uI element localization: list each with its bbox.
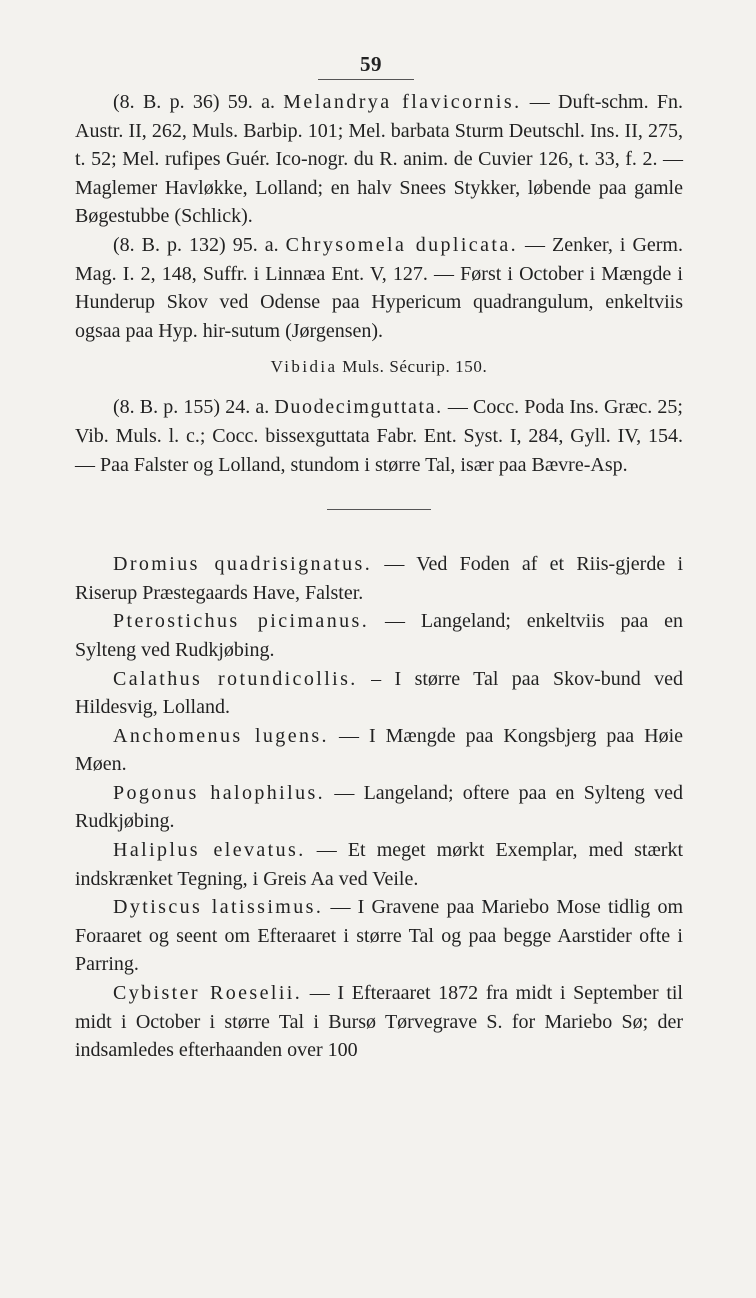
entry-haliplus xyxy=(75,836,683,893)
entry-cybister xyxy=(75,979,683,1065)
entry-anchomenus xyxy=(75,722,683,779)
entry-text: — Et meget mørkt Exemplar, med stærkt indskrænket Tegning, i Greis Aa ved Veile. xyxy=(75,839,684,890)
entry-text: – I større Tal paa Skov-bund ved Hildesvig, Lolland. xyxy=(75,667,684,719)
species-name: Duodecimguttata. xyxy=(274,396,443,419)
page-body xyxy=(75,88,683,1065)
entry-text: — I Gravene paa Mariebo Mose tidlig om Foraaret og seent om Efteraaret i større Tal og paa begge Aarstider ofte i Parring. xyxy=(75,896,684,976)
entry-pogonus xyxy=(75,779,683,836)
species-name: Anchomenus lugens. xyxy=(113,724,329,747)
entry-duodecimguttata xyxy=(75,393,683,479)
entry-text: — Duft-schm. Fn. Austr. II, 262, Muls. Barbip. 101; Mel. barbata Sturm Deutschl. Ins. II, 275, t. 52; Mel. rufipes Guér. Ico-nogr. du R. anim. de Cuvier 126, t. 33, f. 2. — Maglemer Havløkke, Lolland; en halv Snees Stykker, løbende paa gamle Bøgestubbe (Schlick). xyxy=(75,91,683,228)
page-number: 59 xyxy=(360,52,382,76)
entry-pterostichus xyxy=(75,607,683,664)
entry-dromius xyxy=(75,550,683,607)
section-separator xyxy=(327,509,431,510)
entry-ref: (8. B. p. 36) 59. a. xyxy=(113,91,275,113)
entry-text: — Ved Foden af et Riis-gjerde i Riserup Præstegaards Have, Falster. xyxy=(75,553,683,604)
entry-melandrya xyxy=(75,88,683,231)
entry-text: — Cocc. Poda Ins. Græc. 25; Vib. Muls. l. c.; Cocc. bissexguttata Fabr. Ent. Syst. I, 284, Gyll. IV, 154. — Paa Falster og Lolland, stundom i større Tal, især paa Bævre-Asp. xyxy=(75,396,683,476)
entry-calathus xyxy=(75,665,683,722)
entry-text: — I Mængde paa Kongsbjerg paa Høie Møen. xyxy=(75,724,683,776)
species-name: Pogonus halophilus. xyxy=(113,781,326,804)
species-name: Pterostichus picimanus. xyxy=(113,610,370,633)
entry-text: — Zenker, i Germ. Mag. I. 2, 148, Suffr. i Linnæa Ent. V, 127. — Først i October i Mængde i Hunderup Skov ved Odense paa Hypericum quadrangulum, enkeltviis ogsaa paa Hyp. hir-sutum (Jørgensen). xyxy=(75,233,683,342)
genus-citation: Muls. Sécurip. 150. xyxy=(342,357,488,377)
species-name: Chrysomela duplicata. xyxy=(285,233,518,256)
entry-ref: (8. B. p. 132) 95. a. xyxy=(113,233,279,256)
entry-text: — I Efteraaret 1872 fra midt i September til midt i October i større Tal i Bursø Tørvegrave S. for Mariebo Sø; der indsamledes efterhaanden over 100 xyxy=(75,982,683,1062)
section-heading-vibidia xyxy=(75,355,683,379)
species-name: Melandrya flavicornis. xyxy=(283,91,522,113)
species-name: Cybister Roeselii. xyxy=(113,982,303,1005)
entry-chrysomela xyxy=(75,231,683,345)
entry-ref: (8. B. p. 155) 24. a. xyxy=(113,396,270,419)
genus-name: Vibidia xyxy=(270,357,338,377)
species-name: Haliplus elevatus. xyxy=(113,839,306,862)
page-number-rule xyxy=(318,79,414,80)
species-name: Dytiscus latissimus. xyxy=(113,896,324,919)
species-name: Calathus rotundicollis. xyxy=(113,667,358,690)
entry-text: — Langeland; oftere paa en Sylteng ved Rudkjøbing. xyxy=(75,781,684,833)
species-name: Dromius quadrisignatus. xyxy=(113,553,373,576)
entry-text: — Langeland; enkeltviis paa en Sylteng ved Rudkjøbing. xyxy=(75,610,684,661)
entry-dytiscus xyxy=(75,893,683,979)
